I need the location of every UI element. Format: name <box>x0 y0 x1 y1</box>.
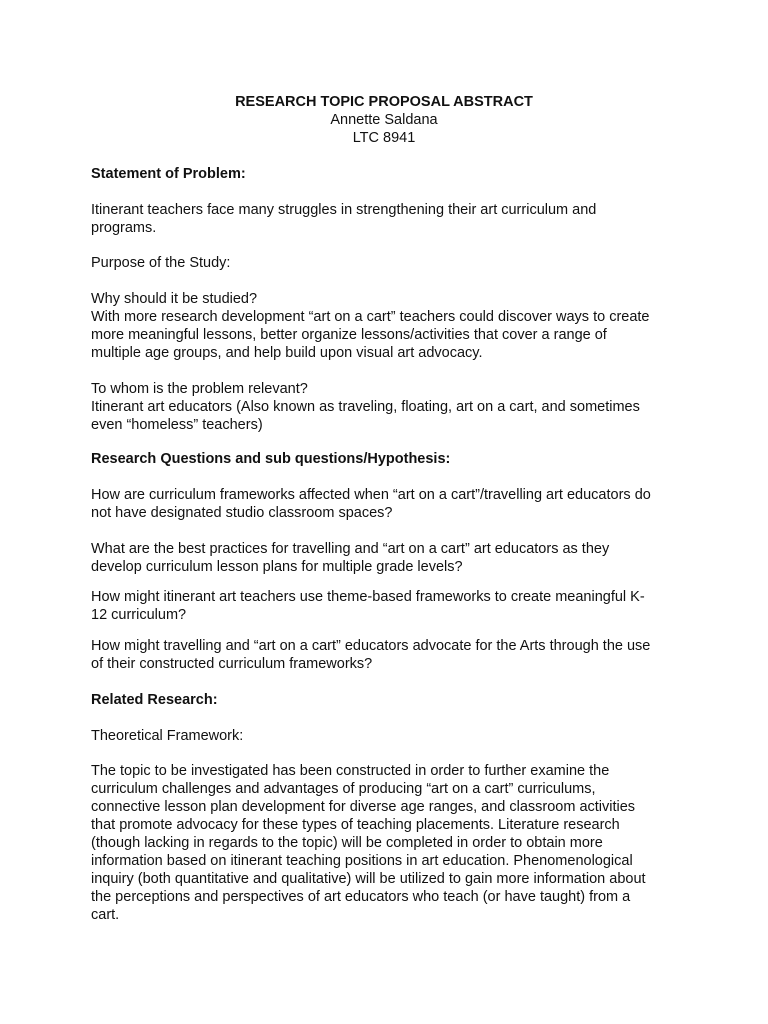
paragraph-line: (though lacking in regards to the topic) will be completed in order to obtain more <box>91 835 603 851</box>
why-section <box>91 290 681 362</box>
course-code: LTC 8941 <box>352 130 416 146</box>
paragraph-line: inquiry (both quantitative and qualitative) will be utilized to gain more information about <box>91 871 646 887</box>
paragraph-line: connective lesson plan development for diverse age ranges, and classroom activities <box>91 799 636 815</box>
research-question-4 <box>91 637 681 673</box>
purpose-heading: Purpose of the Study: <box>91 255 231 271</box>
why-question: Why should it be studied? <box>91 291 258 307</box>
theoretical-framework-heading: Theoretical Framework: <box>91 728 244 744</box>
paragraph-line: of their constructed curriculum frameworks? <box>91 656 373 672</box>
paragraph-line: cart. <box>91 907 120 923</box>
statement-paragraph <box>91 201 681 237</box>
paragraph-line: develop curriculum lesson plans for multiple grade levels? <box>91 559 463 575</box>
related-research-paragraph <box>91 762 681 924</box>
paragraph-line: even “homeless” teachers) <box>91 417 263 433</box>
author-name: Annette Saldana <box>330 112 438 128</box>
statement-heading: Statement of Problem: <box>91 166 246 182</box>
document-title: RESEARCH TOPIC PROPOSAL ABSTRACT <box>235 94 533 110</box>
research-question-2 <box>91 540 681 576</box>
paragraph-line: the perceptions and perspectives of art educators who teach (or have taught) from a <box>91 889 631 905</box>
paragraph-line: 12 curriculum? <box>91 607 187 623</box>
paragraph-line: With more research development “art on a cart” teachers could discover ways to create <box>91 309 650 325</box>
research-question-3 <box>91 588 681 624</box>
paragraph-line: How might travelling and “art on a cart” educators advocate for the Arts through the use <box>91 638 651 654</box>
paragraph-line: multiple age groups, and help build upon visual art advocacy. <box>91 345 483 361</box>
paragraph-line: How are curriculum frameworks affected when “art on a cart”/travelling art educators do <box>91 487 651 503</box>
paragraph-line: not have designated studio classroom spaces? <box>91 505 393 521</box>
paragraph-line: curriculum challenges and advantages of producing “art on a cart” curriculums, <box>91 781 596 797</box>
paragraph-line: information based on itinerant teaching positions in art education. Phenomenological <box>91 853 633 869</box>
paragraph-line: that promote advocacy for these types of teaching placements. Literature research <box>91 817 620 833</box>
paragraph-line: more meaningful lessons, better organize lessons/activities that cover a range of <box>91 327 607 343</box>
paragraph-line: How might itinerant art teachers use theme-based frameworks to create meaningful K- <box>91 589 645 605</box>
paragraph-line: programs. <box>91 220 157 236</box>
paragraph-line: The topic to be investigated has been constructed in order to further examine the <box>91 763 610 779</box>
research-question-1 <box>91 486 681 522</box>
related-research-heading: Related Research: <box>91 692 218 708</box>
research-questions-heading: Research Questions and sub questions/Hypothesis: <box>91 451 451 467</box>
whom-section <box>91 380 681 434</box>
paragraph-line: Itinerant teachers face many struggles in strengthening their art curriculum and <box>91 202 597 218</box>
paragraph-line: Itinerant art educators (Also known as traveling, floating, art on a cart, and sometimes <box>91 399 640 415</box>
whom-question: To whom is the problem relevant? <box>91 381 308 397</box>
paragraph-line: What are the best practices for travelling and “art on a cart” art educators as they <box>91 541 610 557</box>
